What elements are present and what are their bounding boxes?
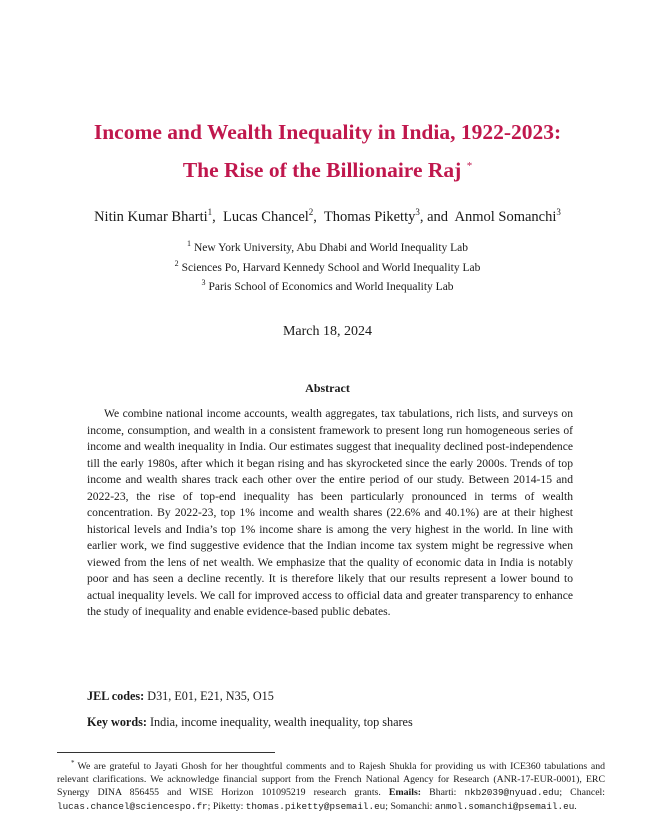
- email-entry: Chancel: lucas.chancel@sciencespo.fr;: [57, 787, 605, 812]
- author: Anmol Somanchi$^3$: [454, 207, 561, 225]
- title-footnote-mark: *: [466, 160, 473, 172]
- paper-title-line1: Income and Wealth Inequality in India, 1922-2023:: [93, 120, 562, 144]
- affiliation: $^3$ Paris School of Economics and World Inequality Lab: [201, 278, 454, 293]
- footnote-rule: [57, 752, 275, 753]
- paper-title-line2: The Rise of the Billionaire Raj *: [182, 158, 473, 182]
- email-link[interactable]: thomas.piketty@psemail.eu: [245, 800, 386, 812]
- email-entry: Somanchi: anmol.somanchi@psemail.eu.: [390, 800, 577, 812]
- email-link[interactable]: anmol.somanchi@psemail.eu: [434, 800, 575, 812]
- author: Lucas Chancel$^2$,: [223, 207, 324, 225]
- affiliation: $^1$ New York University, Abu Dhabi and World Inequality Lab: [186, 239, 469, 254]
- email-link[interactable]: nkb2039@nyuad.edu: [464, 787, 560, 799]
- author: Nitin Kumar Bharti$^1$,: [94, 207, 224, 225]
- email-entry: Bharti: nkb2039@nyuad.edu;: [429, 787, 563, 799]
- footnote: * We are grateful to Jayati Ghosh for her thoughtful comments and to Rajesh Shukla for providing us with ICE360 tabulations and relevant clarifications. We acknowledge financial support from the French National Agency for Research (ANR-17-EUR-0001), ERC Synergy DINA 856455 and WISE Horizon 101095219 research grants. Emails: Bharti: nkb2039@nyuad.edu; Chancel: lucas.chancel@sciencespo.fr; Piketty: thomas.piketty@psemail.eu; Somanchi: anmol.somanchi@psemail.eu.: [57, 759, 605, 812]
- abstract-heading: Abstract: [305, 381, 350, 395]
- author-list: [0, 202, 655, 227]
- abstract-text: We combine national income accounts, wealth aggregates, tax tabulations, rich lists, and surveys on income, consumption, and wealth in a consistent framework to present long run homogeneous series of income and wealth inequality in India. Our estimates suggest that inequality declined post-independence till the early 1980s, after which it began rising and has skyrocketed since the early 2000s. Trends of top income and wealth shares track each other over the entire period of our study. Between 2014-15 and 2022-23, the rise of top-end inequality has been particularly pronounced in terms of wealth concentration. By 2022-23, top 1% income and wealth shares (22.6% and 40.1%) are at their highest historical levels and India’s top 1% income share is among the very highest in the world. In line with earlier work, we find suggestive evidence that the Indian income tax system might be regressive when viewed from the lens of net wealth. We emphasize that the quality of economic data in India is notably poor and has seen a decline recently. It is therefore likely that our results represent a lower bound to actual inequality levels. We call for improved access to official data and greater transparency to enhance the study of inequality and enable evidence-based public debates.: [87, 407, 573, 618]
- affiliation: $^2$ Sciences Po, Harvard Kennedy School and World Inequality Lab: [174, 259, 481, 274]
- key-words: Key words: India, income inequality, wealth inequality, top shares: [87, 715, 413, 729]
- email-link[interactable]: lucas.chancel@sciencespo.fr: [57, 800, 208, 812]
- email-entry: Piketty: thomas.piketty@psemail.eu;: [212, 800, 388, 812]
- author: Thomas Piketty$^3$, and: [323, 207, 455, 225]
- jel-codes: JEL codes: D31, E01, E21, N35, O15: [87, 689, 274, 703]
- paper-date: March 18, 2024: [282, 324, 373, 339]
